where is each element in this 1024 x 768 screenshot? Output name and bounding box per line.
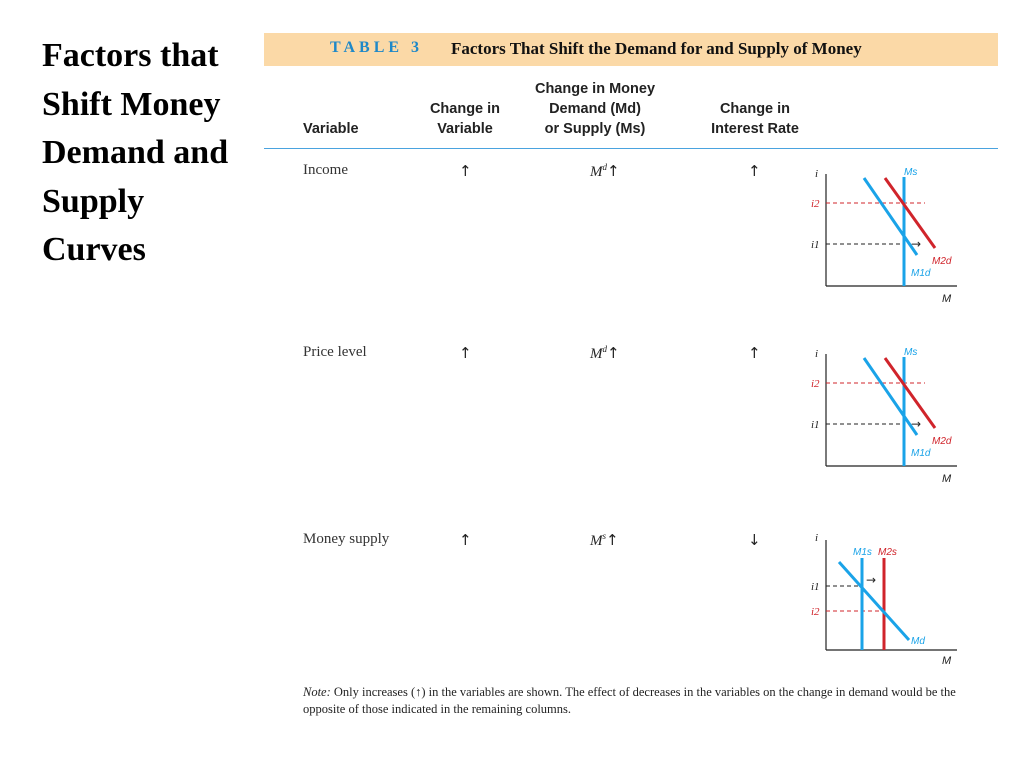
supply-label: Ms xyxy=(904,167,918,178)
i1-label: i1 xyxy=(811,239,820,251)
row-money-supply-interest: ↓ xyxy=(748,531,761,549)
demand-2-label: M2d xyxy=(932,436,952,447)
demand-label: Md xyxy=(911,636,925,647)
table-note xyxy=(303,684,963,718)
price-level-shift-graph xyxy=(805,340,965,488)
note-label: Note: xyxy=(303,685,331,699)
row-price-level-interest: ↑ xyxy=(748,344,761,362)
row-money-supply-variable: Money supply xyxy=(303,531,390,547)
money-demand-2-line xyxy=(885,178,935,248)
row-income-variable: Income xyxy=(303,162,348,178)
slide-title: Factors that Shift Money Demand and Supply Curves xyxy=(42,37,229,268)
header-variable: Variable xyxy=(303,121,359,137)
row-money-supply-money: $M^s↑$ xyxy=(590,531,619,549)
y-axis-label: i xyxy=(815,532,819,544)
row-price-level-change: ↑ xyxy=(459,344,472,362)
header-change-in-interest-rate: Change in Interest Rate xyxy=(711,101,799,137)
table-caption: Factors That Shift the Demand for and Supply of Money xyxy=(451,39,862,58)
money-demand-1-line xyxy=(864,178,917,255)
shift-arrow: → xyxy=(911,237,922,251)
money-supply-shift-graph xyxy=(805,528,965,676)
y-axis-label: i xyxy=(815,348,819,360)
header-change-in-variable: Change in Variable xyxy=(429,101,501,137)
header-change-in-money: Change in Money Demand (Md) or Supply (Ms) xyxy=(534,81,656,137)
i2-label: i2 xyxy=(811,606,820,618)
money-demand-1-line xyxy=(864,358,917,435)
note-text: Only increases (↑) in the variables are shown. The effect of decreases in the variables on the change in demand would be the opposite of those indicated in the remaining columns. xyxy=(303,685,956,716)
header-divider xyxy=(264,148,998,149)
income-shift-graph xyxy=(805,160,965,308)
demand-2-label: M2d xyxy=(932,256,952,267)
i1-label: i1 xyxy=(811,419,820,431)
x-axis-label: M xyxy=(942,473,952,485)
supply-2-label: M2s xyxy=(878,547,897,558)
table-title-bar xyxy=(264,33,998,66)
demand-1-label: M1d xyxy=(911,268,931,279)
row-money-supply-change: ↑ xyxy=(459,531,472,549)
i2-label: i2 xyxy=(811,198,820,210)
supply-label: Ms xyxy=(904,347,918,358)
row-price-level-money: $M^d↑$ xyxy=(590,344,620,362)
row-income-interest: ↑ xyxy=(748,162,761,180)
row-income-money: $M^d↑$ xyxy=(590,162,620,180)
money-demand-2-line xyxy=(885,358,935,428)
shift-arrow: → xyxy=(911,417,922,431)
i2-label: i2 xyxy=(811,378,820,390)
shift-arrow: → xyxy=(866,573,877,587)
x-axis-label: M xyxy=(942,655,952,667)
demand-1-label: M1d xyxy=(911,448,931,459)
supply-1-label: M1s xyxy=(853,547,872,558)
i1-label: i1 xyxy=(811,581,820,593)
y-axis-label: i xyxy=(815,168,819,180)
table-label: TABLE 3 xyxy=(330,39,424,56)
x-axis-label: M xyxy=(942,293,952,305)
row-income-change: ↑ xyxy=(459,162,472,180)
row-price-level-variable: Price level xyxy=(303,344,367,360)
